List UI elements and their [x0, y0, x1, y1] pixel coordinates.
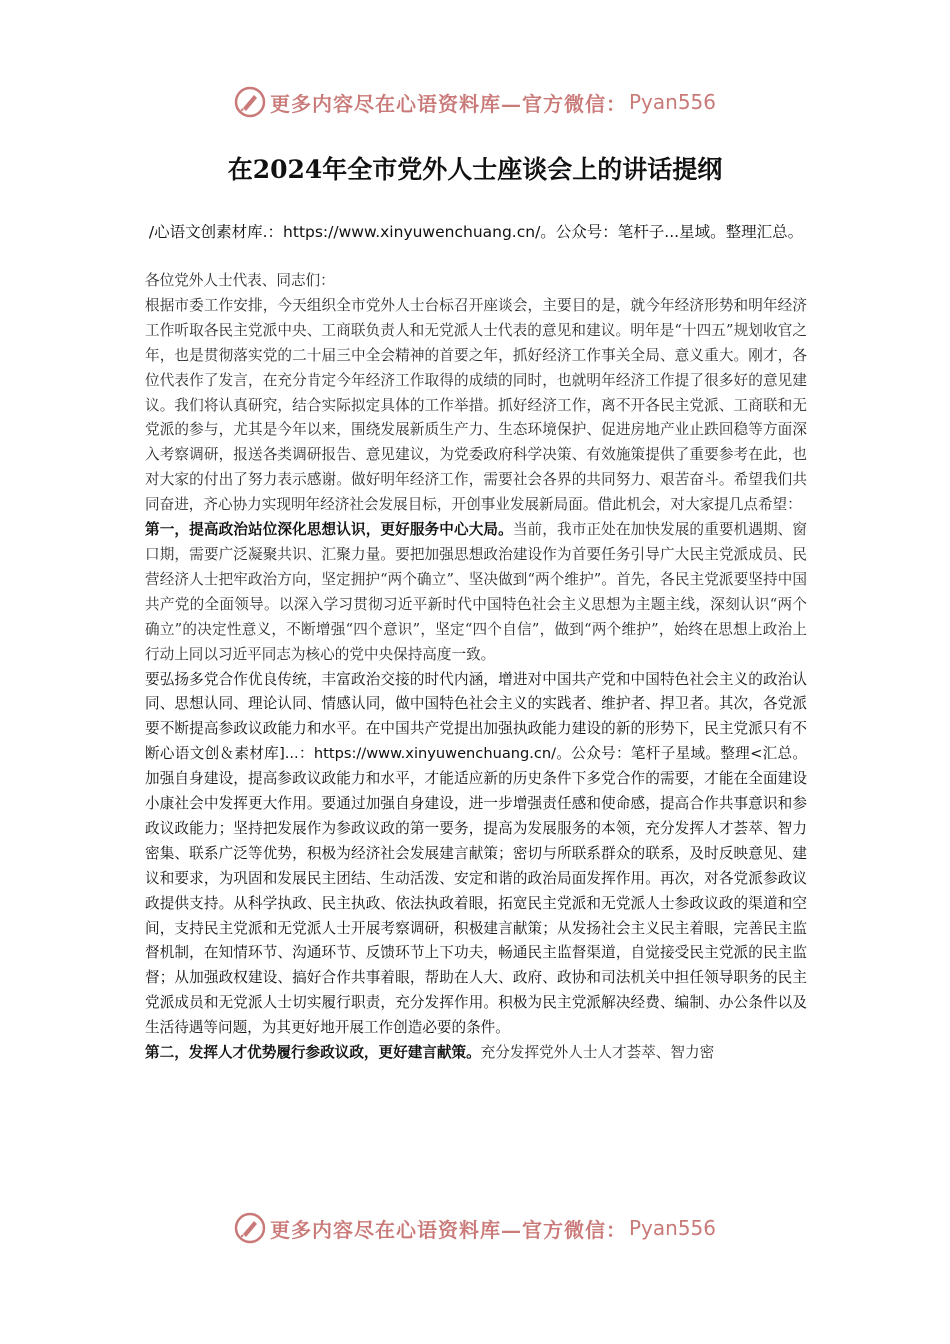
point-two [145, 1041, 807, 1066]
paragraph: 根据市委工作安排，今天组织全市党外人士台标召开座谈会，主要目的是，就今年经济形势和明年经济工作听取各民主党派中央、工商联负责人和无党派人士代表的意见和建议。明年是“十四五”规划收官之年，也是贯彻落实党的二十届三中全会精神的首要之年，抓好经济工作事关全局、意义重大。刚才，各位代表作了发言，在充分肯定今年经济工作取得的成绩的同时，也就明年经济工作提了很多好的意见建议。我们将认真研究，结合实际拟定具体的工作举措。抓好经济工作，离不开各民主党派、工商联和无党派的参与，尤其是今年以来，围绕发展新质生产力、生态环境保护、促进房地产业止跌回稳等方面深入考察调研，报送各类调研报告、意见建议，为党委政府科学决策、有效施策提供了重要参考在此，也对大家的付出了努力表示感谢。做好明年经济工作，需要社会各界的共同努力、艰苦奋斗。希望我们共同奋进，齐心协力实现明年经济社会发展目标，开创事业发展新局面。借此机会，对大家提几点希望： [145, 296, 807, 514]
banner-wechat-handle: Pyan556 [628, 90, 716, 114]
pen-logo-icon [234, 86, 266, 118]
point-two-text: 充分发挥党外人士人才荟萃、智力密 [480, 1044, 715, 1062]
banner-wechat-handle: Pyan556 [628, 1216, 716, 1240]
pen-logo-icon [234, 1212, 266, 1244]
paragraph: 要弘扬多党合作优良传统，丰富政治交接的时代内涵，增进对中国共产党和中国特色社会主义的政治认同、思想认同、理论认同、情感认同，做中国特色社会主义的实践者、维护者、捍卫者。其次，各党派要不断提高参政议政能力和水平。在中国共产党提出加强执政能力建设的新的形势下，民主党派只有不断心语文创＆素材库]...：https://www.xinyuwenchuang.cn/。公众号：笔杆子星域。整理<汇总。加强自身建设，提高参政议政能力和水平，才能适应新的历史条件下多党合作的需要，才能在全面建设小康社会中发挥更大作用。要通过加强自身建设，进一步增强责任感和使命感，提高合作共事意识和参政议政能力；坚持把发展作为参政议政的第一要务，提高为发展服务的本领，充分发挥人才荟萃、智力密集、联系广泛等优势，积极为经济社会发展建言献策；密切与所联系群众的联系，及时反映意见、建议和要求，为巩固和发展民主团结、生动活泼、安定和谐的政治局面发挥作用。再次，对各党派参政议政提供支持。从科学执政、民主执政、依法执政着眼，拓宽民主党派和无党派人士参政议政的渠道和空间，支持民主党派和无党派人士开展考察调研，积极建言献策；从发扬社会主义民主着眼，完善民主监督机制，在知情环节、沟通环节、反馈环节上下功夫，畅通民主监督渠道，自觉接受民主党派的民主监督；从加强政权建设、搞好合作共事着眼，帮助在人大、政府、政协和司法机关中担任领导职务的民主党派成员和无党派人士切实履行职责，充分发挥作用。积极为民主党派解决经费、编制、办公条件以及生活待遇等问题，为其更好地开展工作创造必要的条件。 [145, 670, 807, 1037]
document-body [145, 269, 807, 1066]
point-two-heading: 第二，发挥人才优势履行参政议政，更好建言献策。 [145, 1044, 481, 1062]
banner-text: 更多内容尽在心语资料库—官方微信： [269, 91, 627, 116]
greeting: 各位党外人士代表、同志们： [145, 272, 335, 289]
footer-banner[interactable] [0, 1208, 950, 1248]
header-banner[interactable] [0, 82, 950, 122]
point-one-text: 当前，我市正处在加快发展的重要机遇期、窗口期，需要广泛凝聚共识、汇聚力量。要把加强思想政治建设作为首要任务引导广大民主党派成员、民营经济人士把牢政治方向，坚定拥护“两个确立”、坚决做到“两个维护”。首先，各民主党派要坚持中国共产党的全面领导。以深入学习贯彻习近平新时代中国特色社会主义思想为主题主线，深刻认识“两个确立”的决定性意义，不断增强“四个意识”，坚定“四个自信”，做到“两个维护”，始终在思想上政治上行动上同以习近平同志为核心的党中央保持高度一致。 [145, 521, 807, 663]
source-note: /心语文创素材库.：https://www.xinyuwenchuang.cn/。公众号：笔杆子...星域。整理汇总。 [148, 223, 804, 241]
banner-text: 更多内容尽在心语资料库—官方微信： [269, 1217, 627, 1242]
document-title: 在2024年全市党外人士座谈会上的讲话提纲 [227, 155, 723, 184]
point-one [145, 518, 807, 667]
point-one-heading: 第一，提高政治站位深化思想认识，更好服务中心大局。 [145, 521, 513, 539]
